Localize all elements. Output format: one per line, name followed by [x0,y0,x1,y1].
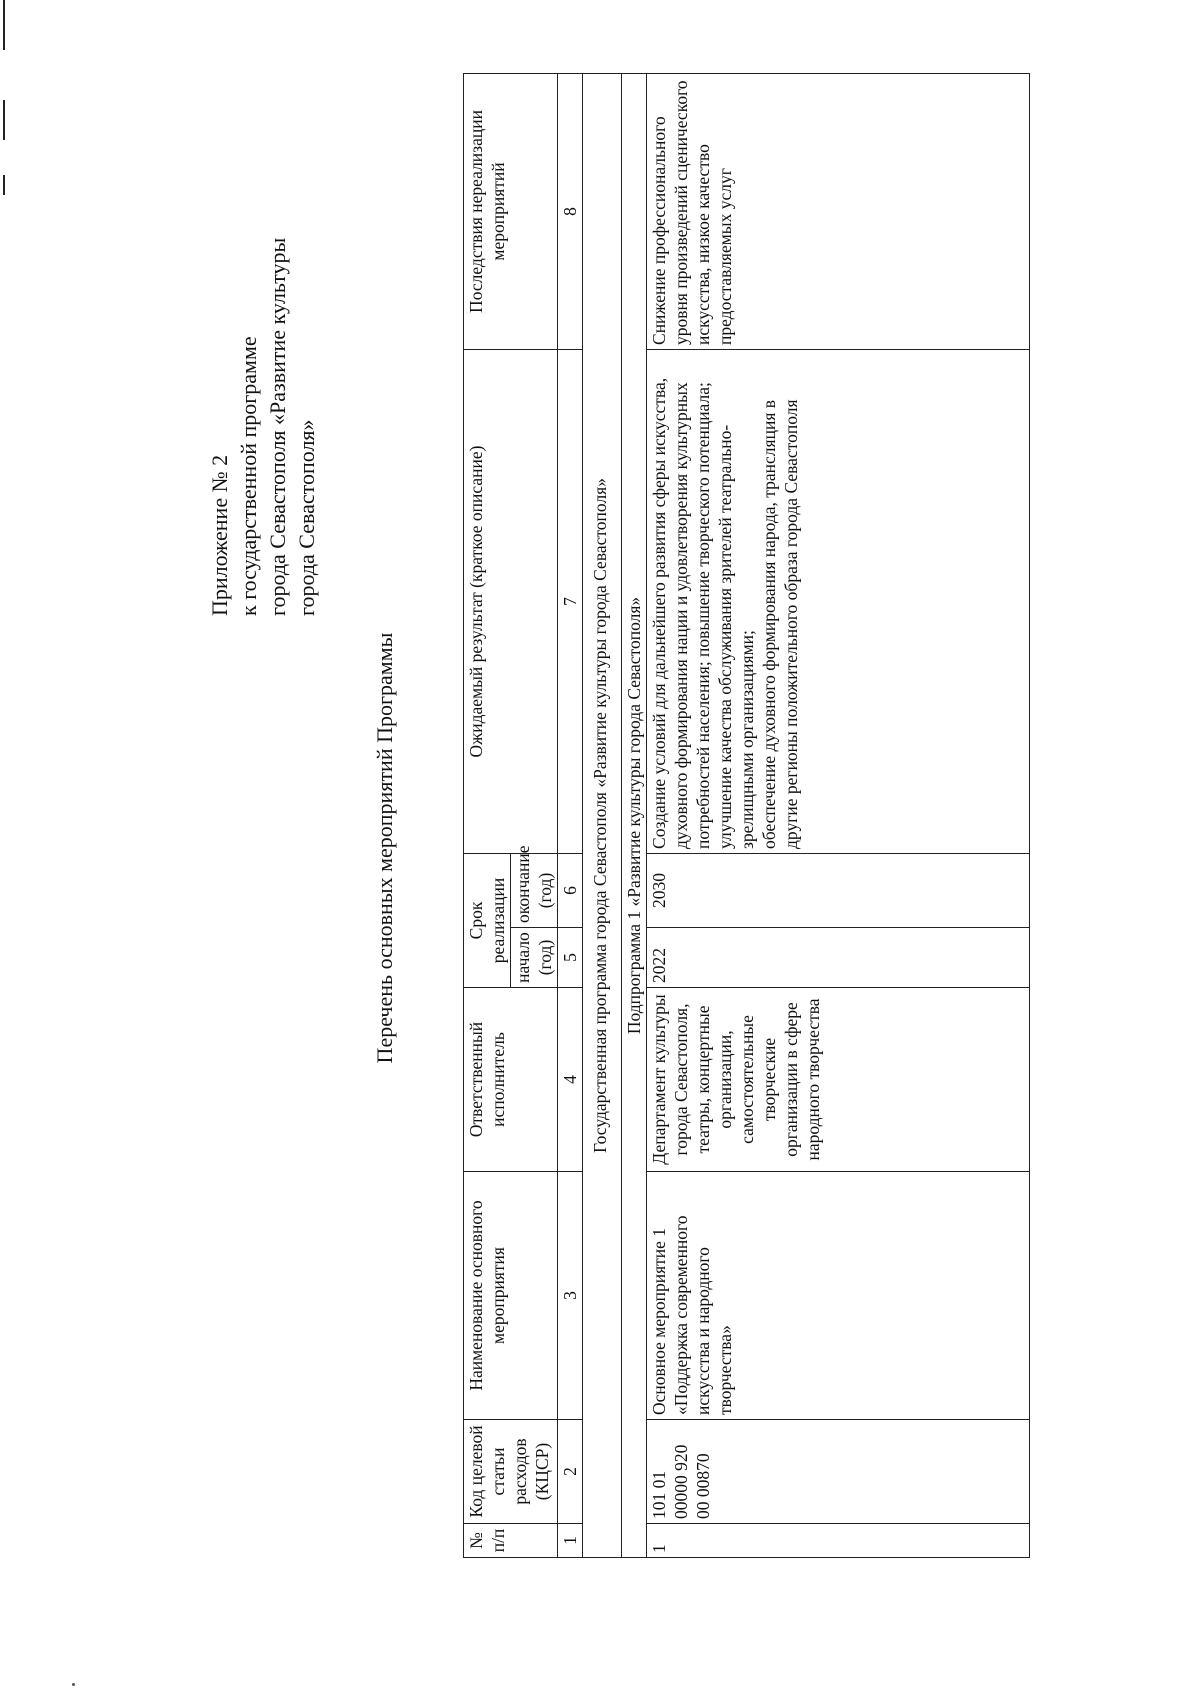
subprogram-title: Подпрограмма 1 «Развитие культуры города Севастополя» [622,73,647,1557]
row-code: 101 01 00000 920 00 00870 [647,1420,1030,1524]
program-row [583,73,622,1557]
column-number: 4 [558,988,583,1172]
row-measure-name: Основное мероприятие 1 «Поддержка современного искусства и народного творчества» [647,1172,1030,1420]
row-start-year: 2022 [647,928,1030,988]
row-consequences: Снижение профессионального уровня произведений сценического искусства, низкое качество предоставляемых услуг [647,73,1030,349]
document-title: Перечень основных мероприятий Программы [372,632,397,1064]
header-consequences: Последствия нереализации мероприятий [464,73,558,349]
column-number: 1 [558,1524,583,1558]
header-term-end: окончание (год) [511,853,558,927]
header-result: Ожидаемый результат (краткое описание) [464,349,558,853]
row-expected-result [647,349,1030,853]
column-number: 2 [558,1420,583,1524]
result-paragraph: улучшение качества обслуживания зрителей театрально-зрелищными организациями; [715,424,757,849]
column-number: 6 [558,853,583,927]
column-number: 5 [558,928,583,988]
appendix-line: Приложение № 2 [207,454,232,616]
header-responsible: Ответственный исполнитель [464,988,558,1172]
result-paragraph: обеспечение духовного формирования народа, трансляция в другие регионы положительного образа города Севастополя [759,399,801,849]
header-term-start: начало (год) [511,928,558,988]
row-end-year: 2030 [647,853,1030,927]
appendix-line: к государственной программе [236,336,261,616]
header-name: Наименование основного мероприятия [464,1172,558,1420]
program-title: Государственная программа города Севастополя «Развитие культуры города Севастополя» [583,73,622,1557]
result-paragraph: Создание условий для дальнейшего развития сферы искусства, духовного формирования нации и удовлетворения культурных потребностей населения; повышение творческого потенциала; [649,377,713,849]
header-term: Срок реализации [464,853,511,987]
row-responsible: Департамент культуры города Севастополя, театры, концертные организации, самостоятельные творческие организации в сфере народного творчества [647,988,1030,1172]
subprogram-row [622,73,647,1557]
appendix-note [205,238,321,616]
column-number: 3 [558,1172,583,1420]
column-number: 8 [558,73,583,349]
header-code: Код целевой статьи расходов (КЦСР) [464,1420,558,1524]
appendix-line: города Севастополя» [294,419,319,616]
column-number: 7 [558,349,583,853]
measures-table [463,73,1030,1558]
header-num: № п/п [464,1524,558,1558]
table-row [647,73,1030,1557]
column-numbers-row [558,73,583,1557]
table-header-row [464,73,511,1557]
appendix-line: города Севастополя «Развитие культуры [265,237,290,616]
row-num: 1 [647,1524,1030,1558]
